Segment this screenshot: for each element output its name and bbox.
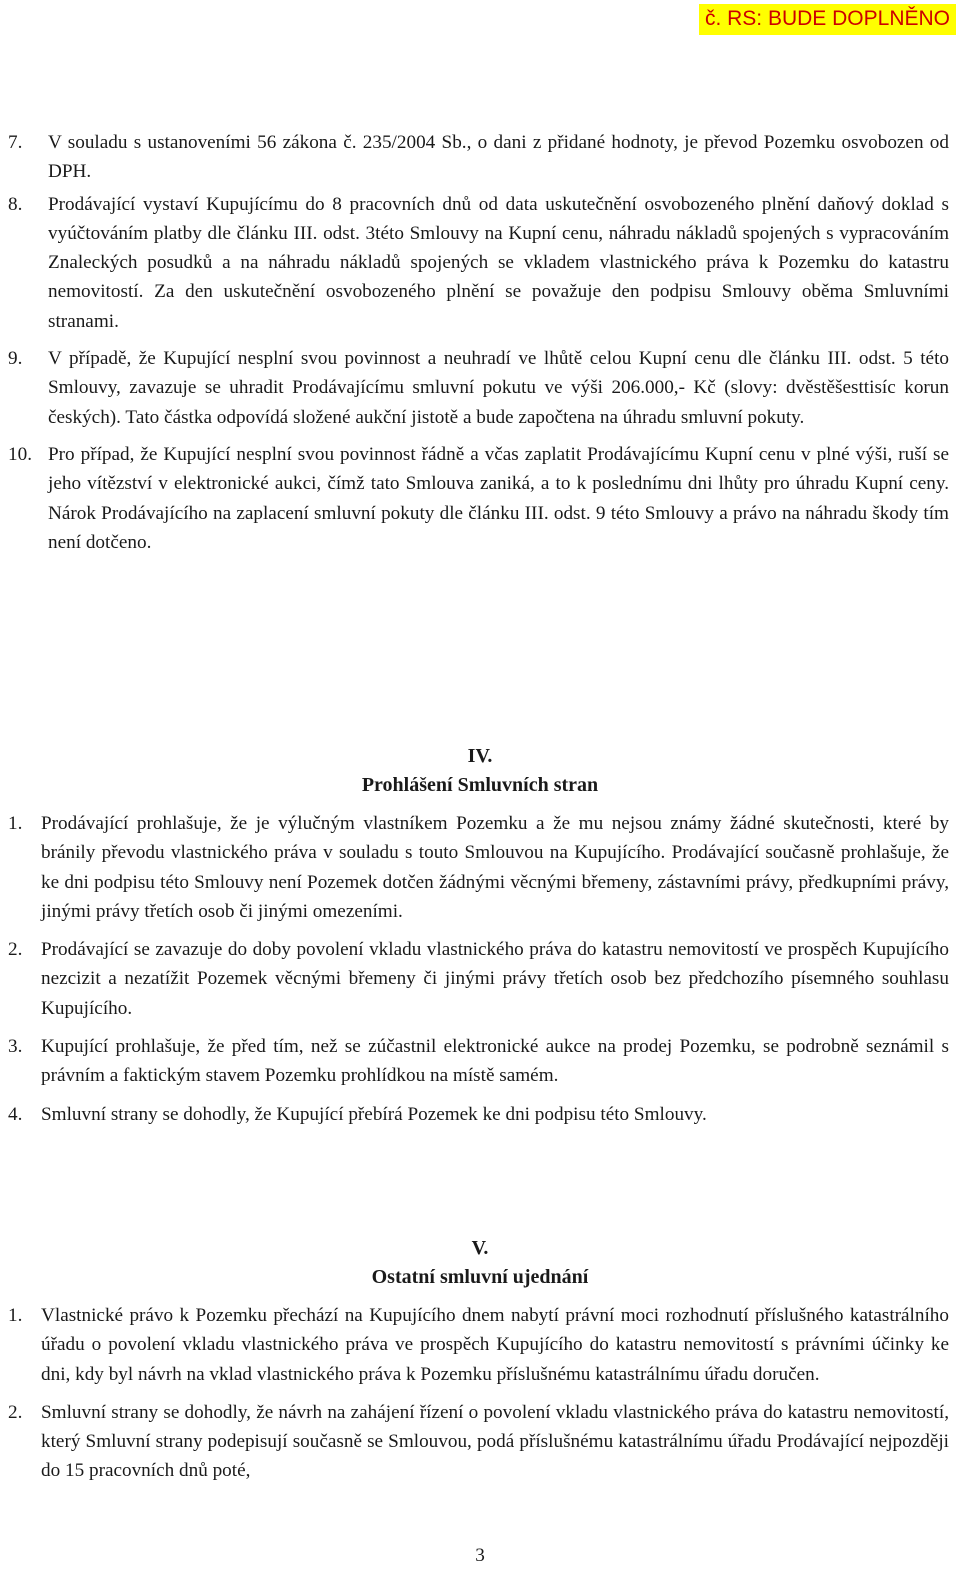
- clause-text: Vlastnické právo k Pozemku přechází na Kupujícího dnem nabytí právní moci rozhodnutí příslušného katastrálního úřadu o povolení vkladu vlastnického práva ve prospěch Kupujícího do katastru nemovitostí s právními účinky ke dni, kdy byl návrh na vklad vlastnického práva k Pozemku příslušnému katastrálnímu úřadu doručen.: [41, 1305, 949, 1385]
- registration-number-note: č. RS: BUDE DOPLNĚNO: [699, 4, 956, 35]
- clause-number: 4.: [8, 1103, 23, 1125]
- clause-iv-2: [0, 935, 960, 1023]
- clause-text: Prodávající se zavazuje do doby povolení vkladu vlastnického práva do katastru nemovitostí ve prospěch Kupujícího nezcizit a nezatížit Pozemek věcnými břemeny či jinými právy třetích osob bez předchozího písemného souhlasu Kupujícího.: [41, 939, 949, 1019]
- clause-number: 1.: [8, 813, 23, 834]
- clause-number: 1.: [8, 1305, 23, 1326]
- clause-number: 2.: [8, 939, 23, 961]
- section-iv-title: Prohlášení Smluvních stran: [361, 774, 599, 796]
- clause-v-1: [0, 1301, 960, 1389]
- clause-text: Smluvní strany se dohodly, že Kupující přebírá Pozemek ke dni podpisu této Smlouvy.: [41, 1103, 707, 1125]
- clause-text: Prodávající prohlašuje, že je výlučným vlastníkem Pozemku a že mu nejsou známy žádné skutečnosti, které by bránily převodu vlastnického práva v souladu s touto Smlouvou na Kupujícího. Prodávající současně prohlašuje, že ke dni podpisu této Smlouvy není Pozemek dotčen žádnými věcnými břemeny, zástavními právy, předkupními právy, jinými právy třetích osob či jinými omezeními.: [41, 813, 949, 922]
- clause-iv-3: [0, 1032, 960, 1091]
- section-iv-list: [0, 809, 960, 1129]
- clause-text: Kupující prohlašuje, že před tím, než se zúčastnil elektronické aukce na prodej Pozemku, se podrobně seznámil s právním a faktickým stavem Pozemku prohlídkou na místě samém.: [41, 1036, 949, 1087]
- clause-text: V případě, že Kupující nesplní svou povinnost a neuhradí ve lhůtě celou Kupní cenu dle článku III. odst. 5 této Smlouvy, zavazuje se uhradit Prodávajícímu smluvní pokutu ve výši 206.000,- Kč (slovy: dvěstěšesttisíc korun českých). Tato částka odpovídá složené aukční jistotě a bude započtena na úhradu smluvní pokuty.: [48, 348, 949, 428]
- page-number: 3: [475, 1545, 485, 1566]
- section-iii-list: [0, 128, 960, 557]
- clause-number: 8.: [8, 193, 23, 215]
- section-v-title: Ostatní smluvní ujednání: [371, 1266, 589, 1288]
- clause-text: Prodávající vystaví Kupujícímu do 8 pracovních dnů od data uskutečnění osvobozeného plnění daňový doklad s vyúčtováním platby dle článku III. odst. 3této Smlouvy na Kupní cenu, náhradu nákladů spojených s vypracováním Znaleckých posudků a na náhradu nákladů spojených se vkladem vlastnického práva k Pozemku do katastru nemovitostí. Za den uskutečnění osvobozeného plnění se považuje den podpisu Smlouvy oběma Smluvními stranami.: [48, 193, 949, 332]
- clause-iv-1: [0, 809, 960, 926]
- clause-number: 9.: [8, 348, 23, 370]
- clause-number: 3.: [8, 1036, 23, 1058]
- clause-iii-9: [0, 344, 960, 432]
- clause-number: 7.: [8, 132, 23, 153]
- clause-text: Smluvní strany se dohodly, že návrh na zahájení řízení o povolení vkladu vlastnického práva do katastru nemovitostí, který Smluvní strany podepisují současně se Smlouvou, podá příslušnému katastrálnímu úřadu Prodávající nejpozději do 15 pracovních dnů poté,: [41, 1401, 949, 1482]
- clause-number: 10.: [8, 443, 32, 465]
- clause-v-2: [0, 1398, 960, 1486]
- section-iv-numeral: IV.: [467, 745, 493, 767]
- clause-text: V souladu s ustanoveními 56 zákona č. 235/2004 Sb., o dani z přidané hodnoty, je převod Pozemku osvobozen od DPH.: [48, 132, 949, 183]
- section-v-numeral: V.: [471, 1237, 489, 1259]
- clause-iii-8: [0, 190, 960, 336]
- clause-iii-10: [0, 440, 960, 557]
- section-v-list: [0, 1301, 960, 1486]
- clause-iii-7: [0, 128, 960, 187]
- clause-iv-4: [0, 1100, 960, 1129]
- clause-text: Pro případ, že Kupující nesplní svou povinnost řádně a včas zaplatit Prodávajícímu Kupní cenu v plné výši, ruší se jeho vítězství v elektronické aukci, čímž tato Smlouva zaniká, a to k poslednímu dni lhůty pro úhradu Kupní ceny. Nárok Prodávajícího na zaplacení smluvní pokuty dle článku III. odst. 9 této Smlouvy a právo na náhradu škody tím není dotčeno.: [48, 443, 949, 553]
- clause-number: 2.: [8, 1401, 23, 1423]
